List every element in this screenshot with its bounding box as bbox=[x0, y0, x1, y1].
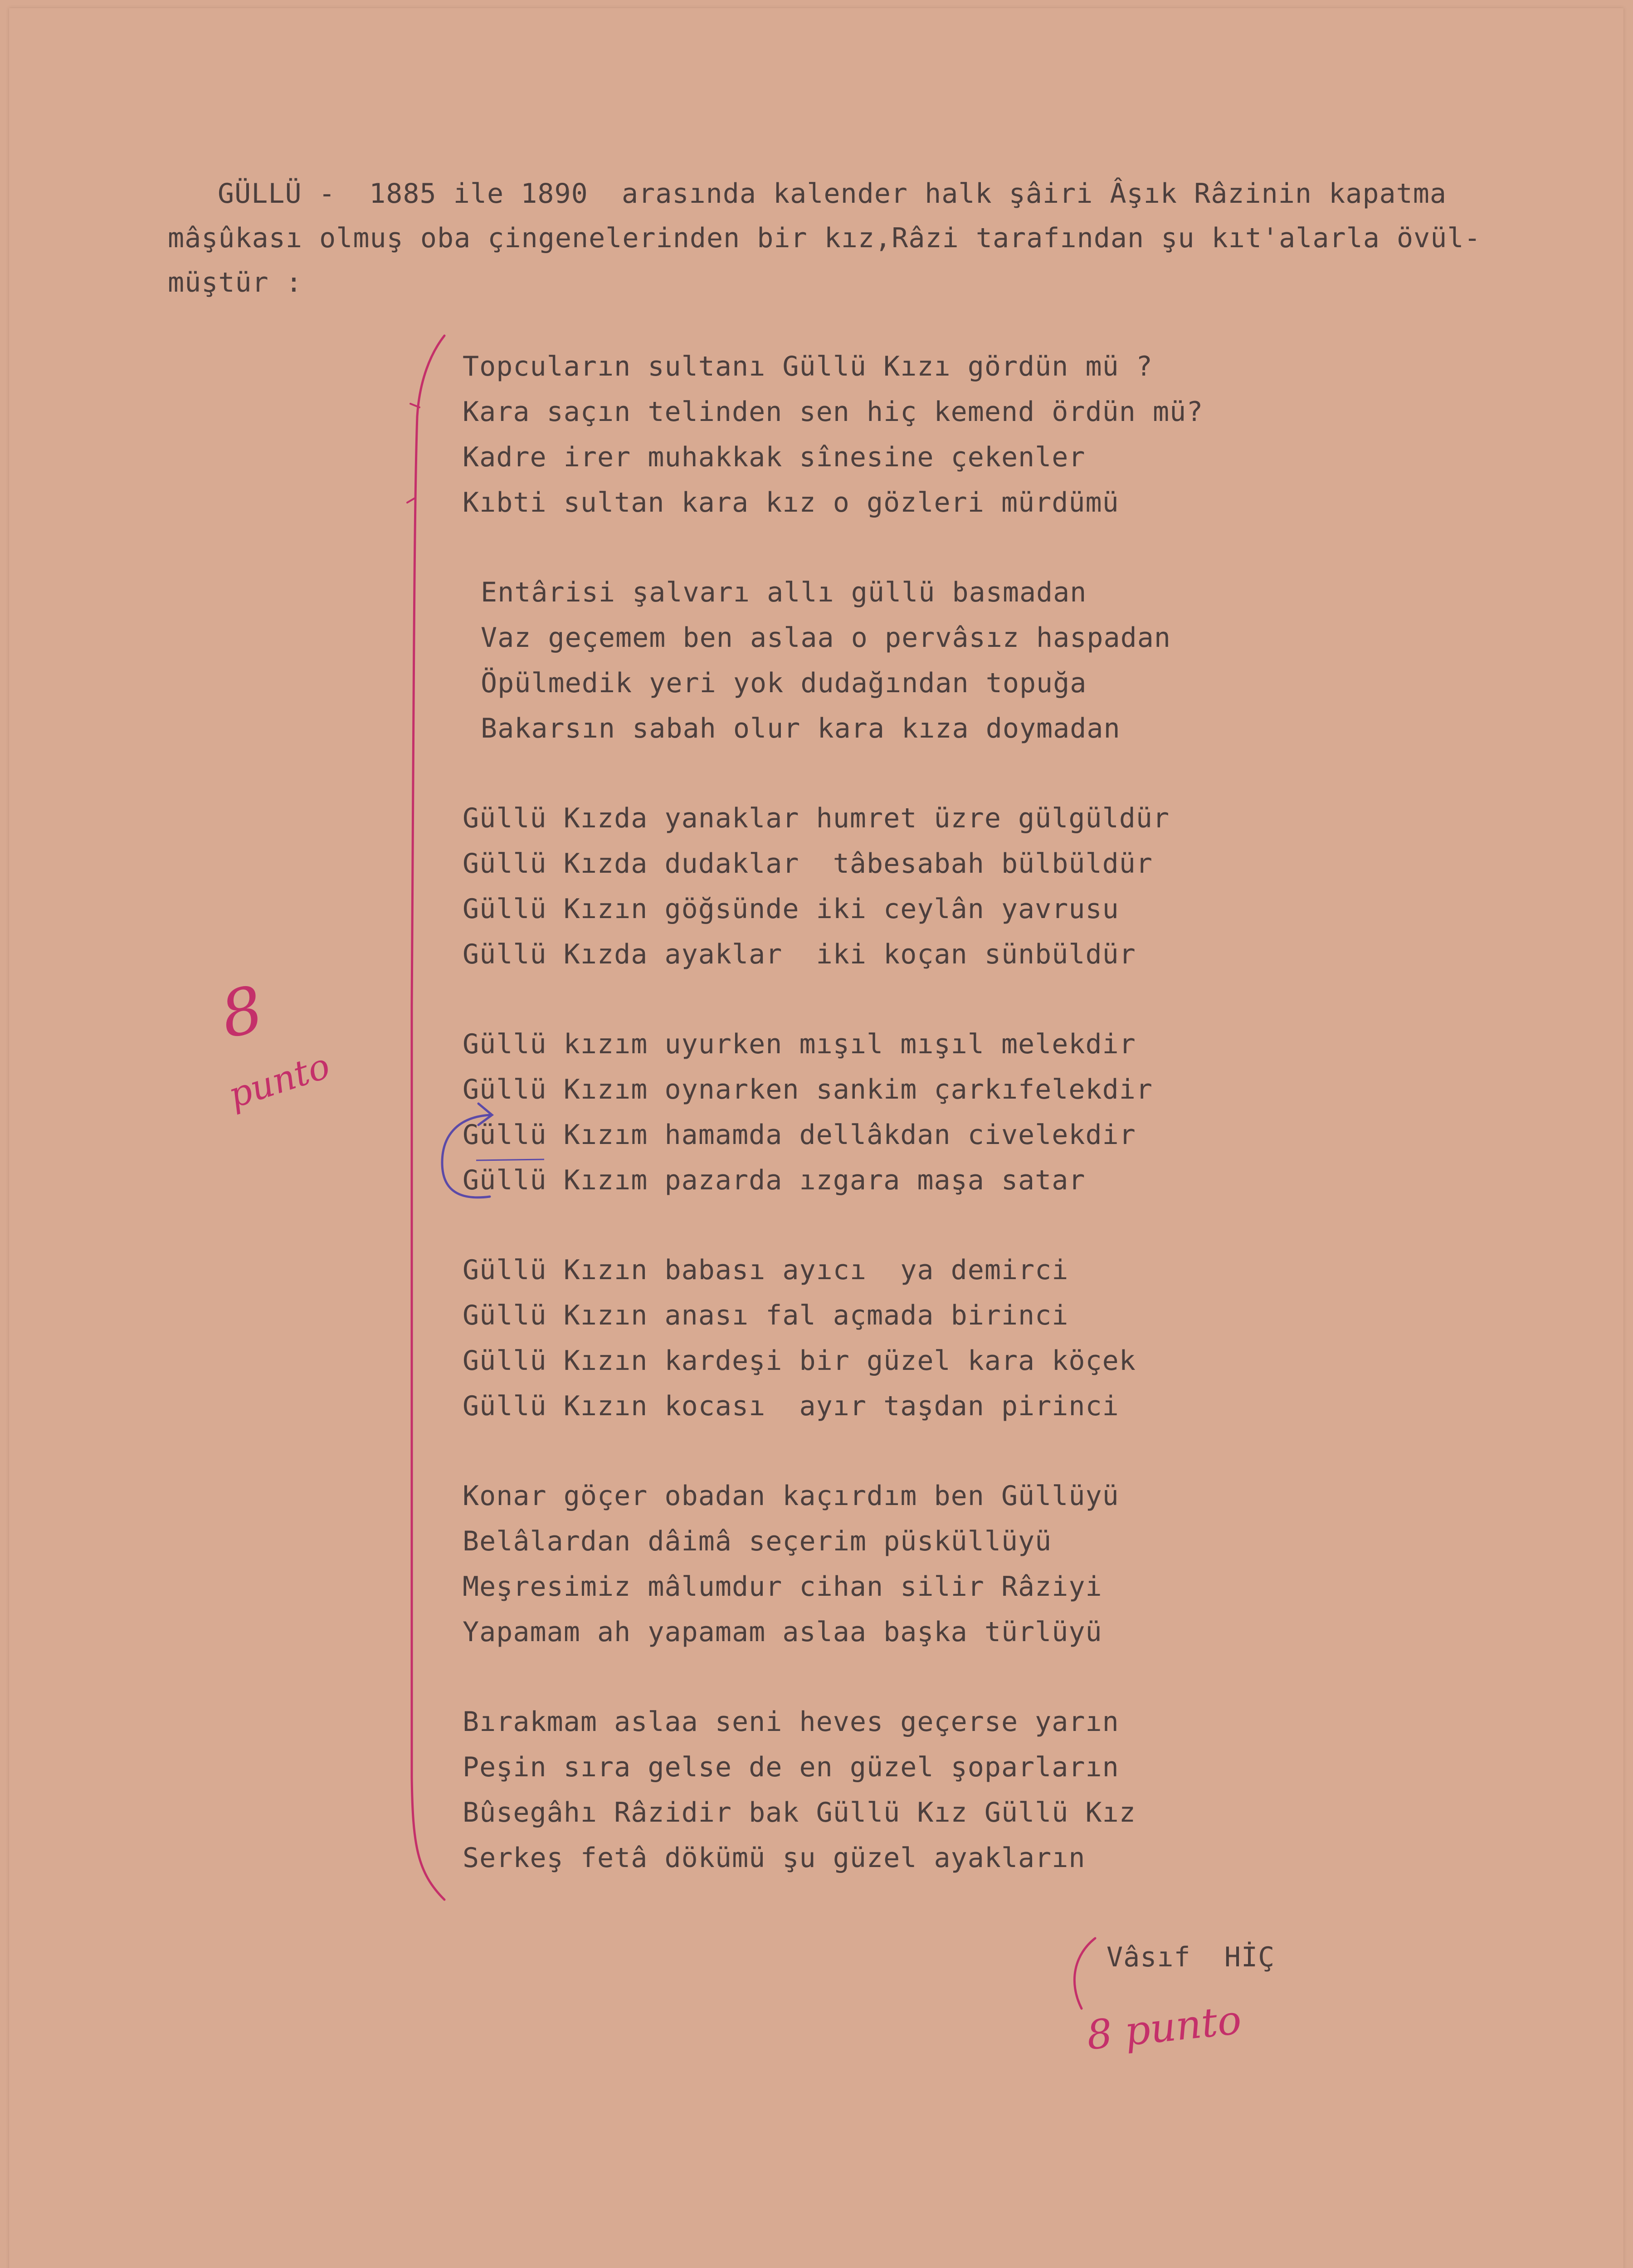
verse-line: Kıbti sultan kara kız o gözleri mürdümü bbox=[463, 487, 1119, 518]
verse-line: Güllü Kızın göğsünde iki ceylân yavrusu bbox=[463, 893, 1119, 925]
poem bbox=[463, 344, 1203, 1925]
signature-size-note: 8 punto bbox=[1084, 1996, 1244, 2059]
verse-line: Kadre irer muhakkak sînesine çekenler bbox=[463, 441, 1086, 473]
verse-line: Güllü Kızın kardeşi bir güzel kara köçek bbox=[463, 1345, 1136, 1377]
stanza-4 bbox=[463, 1022, 1203, 1203]
signature-bracket bbox=[1074, 1938, 1095, 2009]
intro-line: mâşûkası olmuş oba çingenelerinden bir kız,Râzi tarafından şu kıt'alarla övül- bbox=[168, 222, 1481, 254]
intro-line: GÜLLÜ - 1885 ile 1890 arasında kalender halk şâiri Âşık Râzinin kapatma bbox=[218, 178, 1447, 210]
margin-bracket bbox=[410, 336, 444, 1900]
verse-line: Konar göçer obadan kaçırdım ben Güllüyü bbox=[463, 1480, 1119, 1512]
verse-line: Güllü Kızda dudaklar tâbesabah bülbüldür bbox=[463, 848, 1153, 880]
verse-line: Güllü Kızda ayaklar iki koçan sünbüldür bbox=[463, 938, 1136, 970]
margin-bracket-tick bbox=[407, 404, 419, 503]
stanza-1 bbox=[463, 344, 1203, 525]
stanza-5 bbox=[463, 1247, 1203, 1429]
verse-line: Vaz geçemem ben aslaa o pervâsız haspadan bbox=[481, 622, 1171, 654]
verse-line: Entârisi şalvarı allı güllü basmadan bbox=[481, 577, 1087, 608]
verse-line: Güllü Kızda yanaklar humret üzre gülgüldür bbox=[463, 802, 1170, 834]
verse-line: Güllü Kızım pazarda ızgara maşa satar bbox=[463, 1164, 1086, 1196]
stanza-6 bbox=[463, 1473, 1203, 1655]
verse-line: Peşin sıra gelse de en güzel şoparların bbox=[463, 1751, 1119, 1783]
stanza-3 bbox=[463, 796, 1203, 977]
verse-line: Güllü Kızın anası fal açmada birinci bbox=[463, 1300, 1069, 1331]
verse-line: Güllü Kızım hamamda dellâkdan civelekdir bbox=[463, 1119, 1136, 1151]
stanza-2 bbox=[463, 570, 1203, 751]
verse-line: Bûsegâhı Râzidir bak Güllü Kız Güllü Kız bbox=[463, 1797, 1136, 1828]
verse-line: Belâlardan dâimâ seçerim püsküllüyü bbox=[463, 1525, 1052, 1557]
intro-paragraph bbox=[168, 171, 1610, 305]
verse-line: Topcuların sultanı Güllü Kızı gördün mü ? bbox=[463, 351, 1153, 382]
stanza-7 bbox=[463, 1699, 1203, 1881]
verse-line: Kara saçın telinden sen hiç kemend ördün mü? bbox=[463, 396, 1204, 428]
author-signature: Vâsıf HİÇ bbox=[1107, 1941, 1275, 1973]
verse-line: Bırakmam aslaa seni heves geçerse yarın bbox=[463, 1706, 1119, 1738]
verse-line: Güllü Kızın babası ayıcı ya demirci bbox=[463, 1254, 1069, 1286]
intro-line: müştür : bbox=[168, 267, 302, 298]
verse-line: Serkeş fetâ dökümü şu güzel ayakların bbox=[463, 1842, 1086, 1874]
margin-word-note: punto bbox=[224, 1045, 335, 1117]
margin-size-note: 8 bbox=[214, 972, 270, 1053]
typewritten-page bbox=[9, 8, 1623, 2268]
verse-line: Güllü kızım uyurken mışıl mışıl melekdir bbox=[463, 1028, 1136, 1060]
verse-line: Bakarsın sabah olur kara kıza doymadan bbox=[481, 713, 1121, 744]
verse-line: Yapamam ah yapamam aslaa başka türlüyü bbox=[463, 1616, 1102, 1648]
verse-line: Güllü Kızım oynarken sankim çarkıfelekdir bbox=[463, 1074, 1153, 1105]
verse-line: Meşresimiz mâlumdur cihan silir Râziyi bbox=[463, 1571, 1102, 1603]
verse-line: Güllü Kızın kocası ayır taşdan pirinci bbox=[463, 1390, 1119, 1422]
verse-line: Öpülmedik yeri yok dudağından topuğa bbox=[481, 667, 1087, 699]
